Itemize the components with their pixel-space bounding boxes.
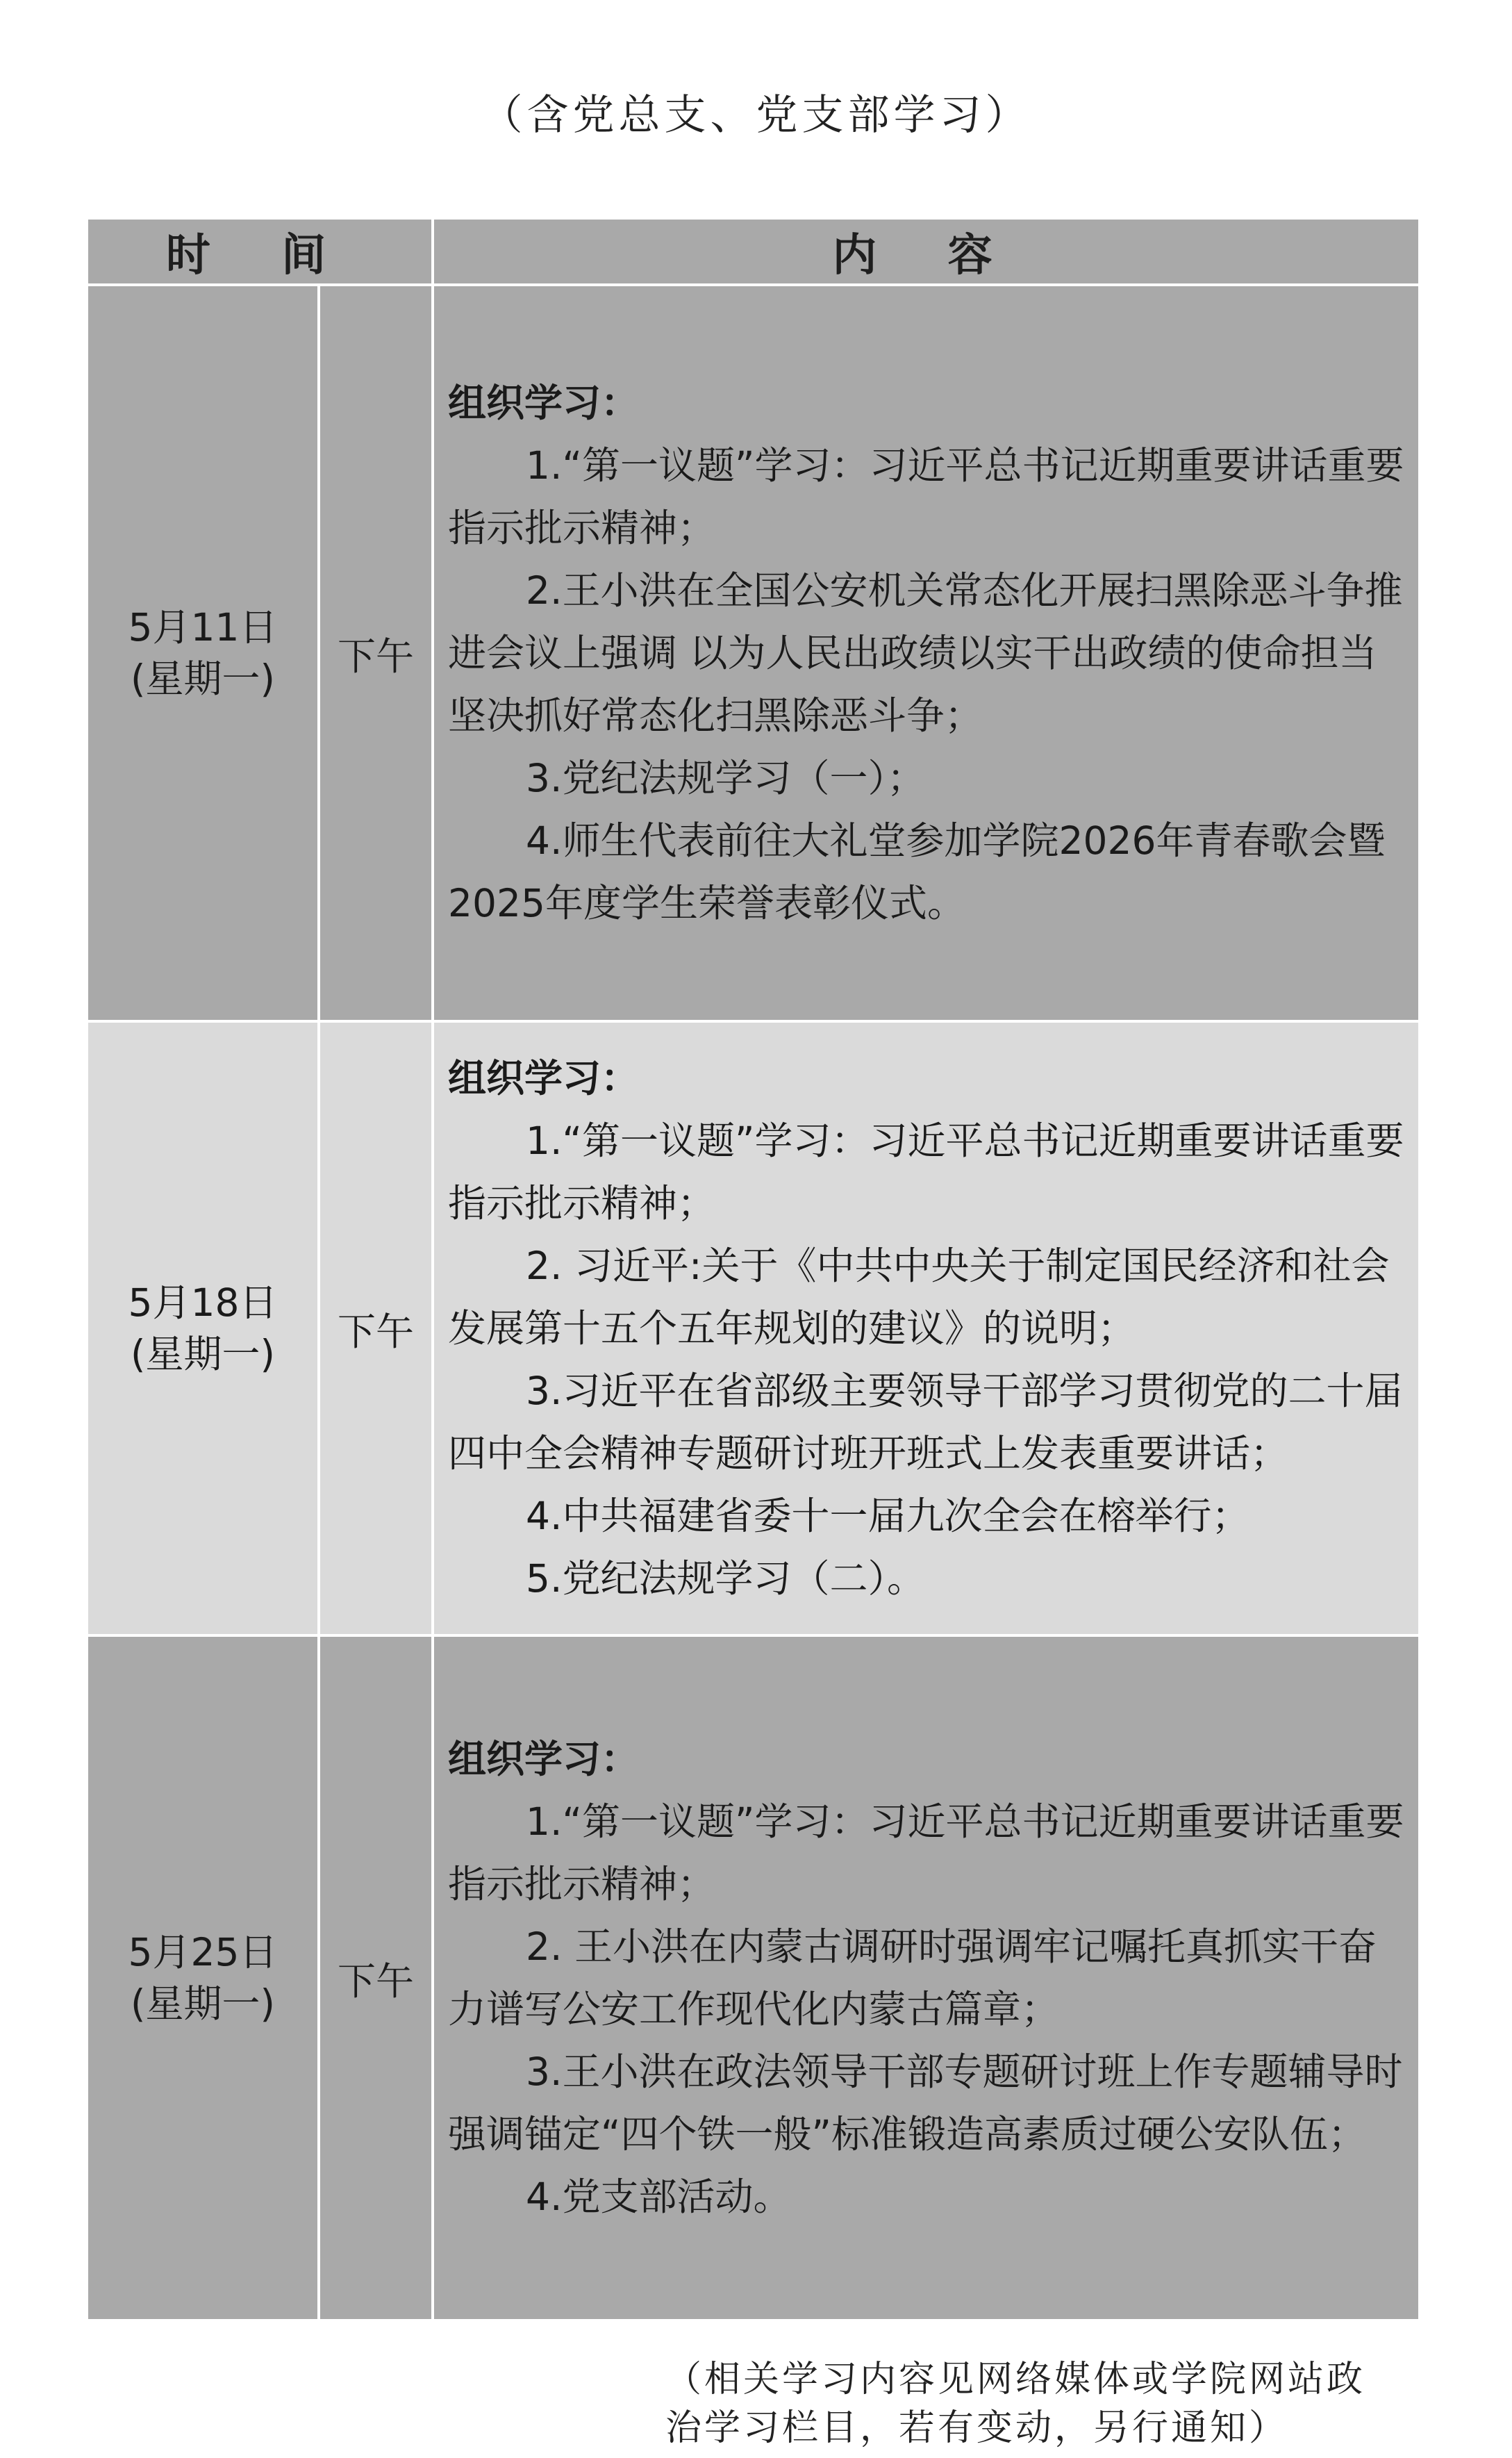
- time-cell: 下午: [319, 1021, 433, 1635]
- date-label: 5月18日: [128, 1280, 278, 1325]
- table-row: [87, 1635, 1420, 2320]
- header-time: 时 间: [87, 218, 433, 285]
- weekday-label: (星期一): [131, 1332, 275, 1376]
- weekday-label: (星期一): [131, 1981, 275, 2026]
- date-label: 5月25日: [128, 1929, 278, 1974]
- list-item: 4.党支部活动。: [526, 2175, 792, 2219]
- content-lead: 组织学习：: [448, 1056, 640, 1100]
- list-item: 2. 王小洪在内蒙古调研时强调牢记嘱托真抓实干奋力谱写公安工作现代化内蒙古篇章；: [448, 1924, 1377, 2031]
- list-item: 5.党纪法规学习（二）。: [526, 1556, 925, 1601]
- list-item: 3.王小洪在政法领导干部专题研讨班上作专题辅导时强调锚定“四个铁一般”标准锻造高素质过硬公安队伍；: [448, 2049, 1403, 2156]
- time-cell: 下午: [319, 285, 433, 1021]
- list-item: 3.习近平在省部级主要领导干部学习贯彻党的二十届四中全会精神专题研讨班开班式上发表重要讲话；: [448, 1369, 1403, 1476]
- table-row: [87, 1021, 1420, 1635]
- list-item: 1.“第一议题”学习：习近平总书记近期重要讲话重要指示批示精神；: [448, 443, 1404, 550]
- table-header-row: [87, 218, 1420, 285]
- date-cell: [87, 1635, 319, 2320]
- time-cell: 下午: [319, 1635, 433, 2320]
- footer-note-line: （相关学习内容见网络媒体或学院网站政: [665, 2359, 1366, 2400]
- header-content: 内 容: [433, 218, 1420, 285]
- list-item: 1.“第一议题”学习：习近平总书记近期重要讲话重要指示批示精神；: [448, 1119, 1404, 1226]
- list-item: 4.中共福建省委十一届九次全会在榕举行；: [526, 1494, 1250, 1538]
- list-item: 4.师生代表前往大礼堂参加学院2026年青春歌会暨2025年度学生荣誉表彰仪式。: [448, 818, 1386, 925]
- content-cell: [433, 285, 1420, 1021]
- header-note: （含党总支、党支部学习）: [481, 91, 1031, 140]
- weekday-label: (星期一): [131, 657, 275, 701]
- footer-note: [665, 2355, 1471, 2452]
- list-item: 2. 习近平:关于《中共中央关于制定国民经济和社会发展第十五个五年规划的建议》的说明；: [448, 1244, 1390, 1351]
- list-item: 2.王小洪在全国公安机关常态化开展扫黑除恶斗争推进会议上强调 以为人民出政绩以实干出政绩的使命担当 坚决抓好常态化扫黑除恶斗争；: [448, 568, 1403, 738]
- date-cell: [87, 1021, 319, 1635]
- list-item: 3.党纪法规学习（一）；: [526, 756, 925, 800]
- content-lead: 组织学习：: [448, 381, 640, 425]
- content-cell: [433, 1021, 1420, 1635]
- list-item: 1.“第一议题”学习：习近平总书记近期重要讲话重要指示批示精神；: [448, 1799, 1404, 1906]
- table-row: [87, 285, 1420, 1021]
- content-cell: [433, 1635, 1420, 2320]
- date-label: 5月11日: [128, 604, 278, 650]
- footer-note-line: 治学习栏目，若有变动，另行通知）: [665, 2407, 1288, 2449]
- schedule-table: [85, 217, 1421, 2322]
- date-cell: [87, 285, 319, 1021]
- content-lead: 组织学习：: [448, 1737, 640, 1781]
